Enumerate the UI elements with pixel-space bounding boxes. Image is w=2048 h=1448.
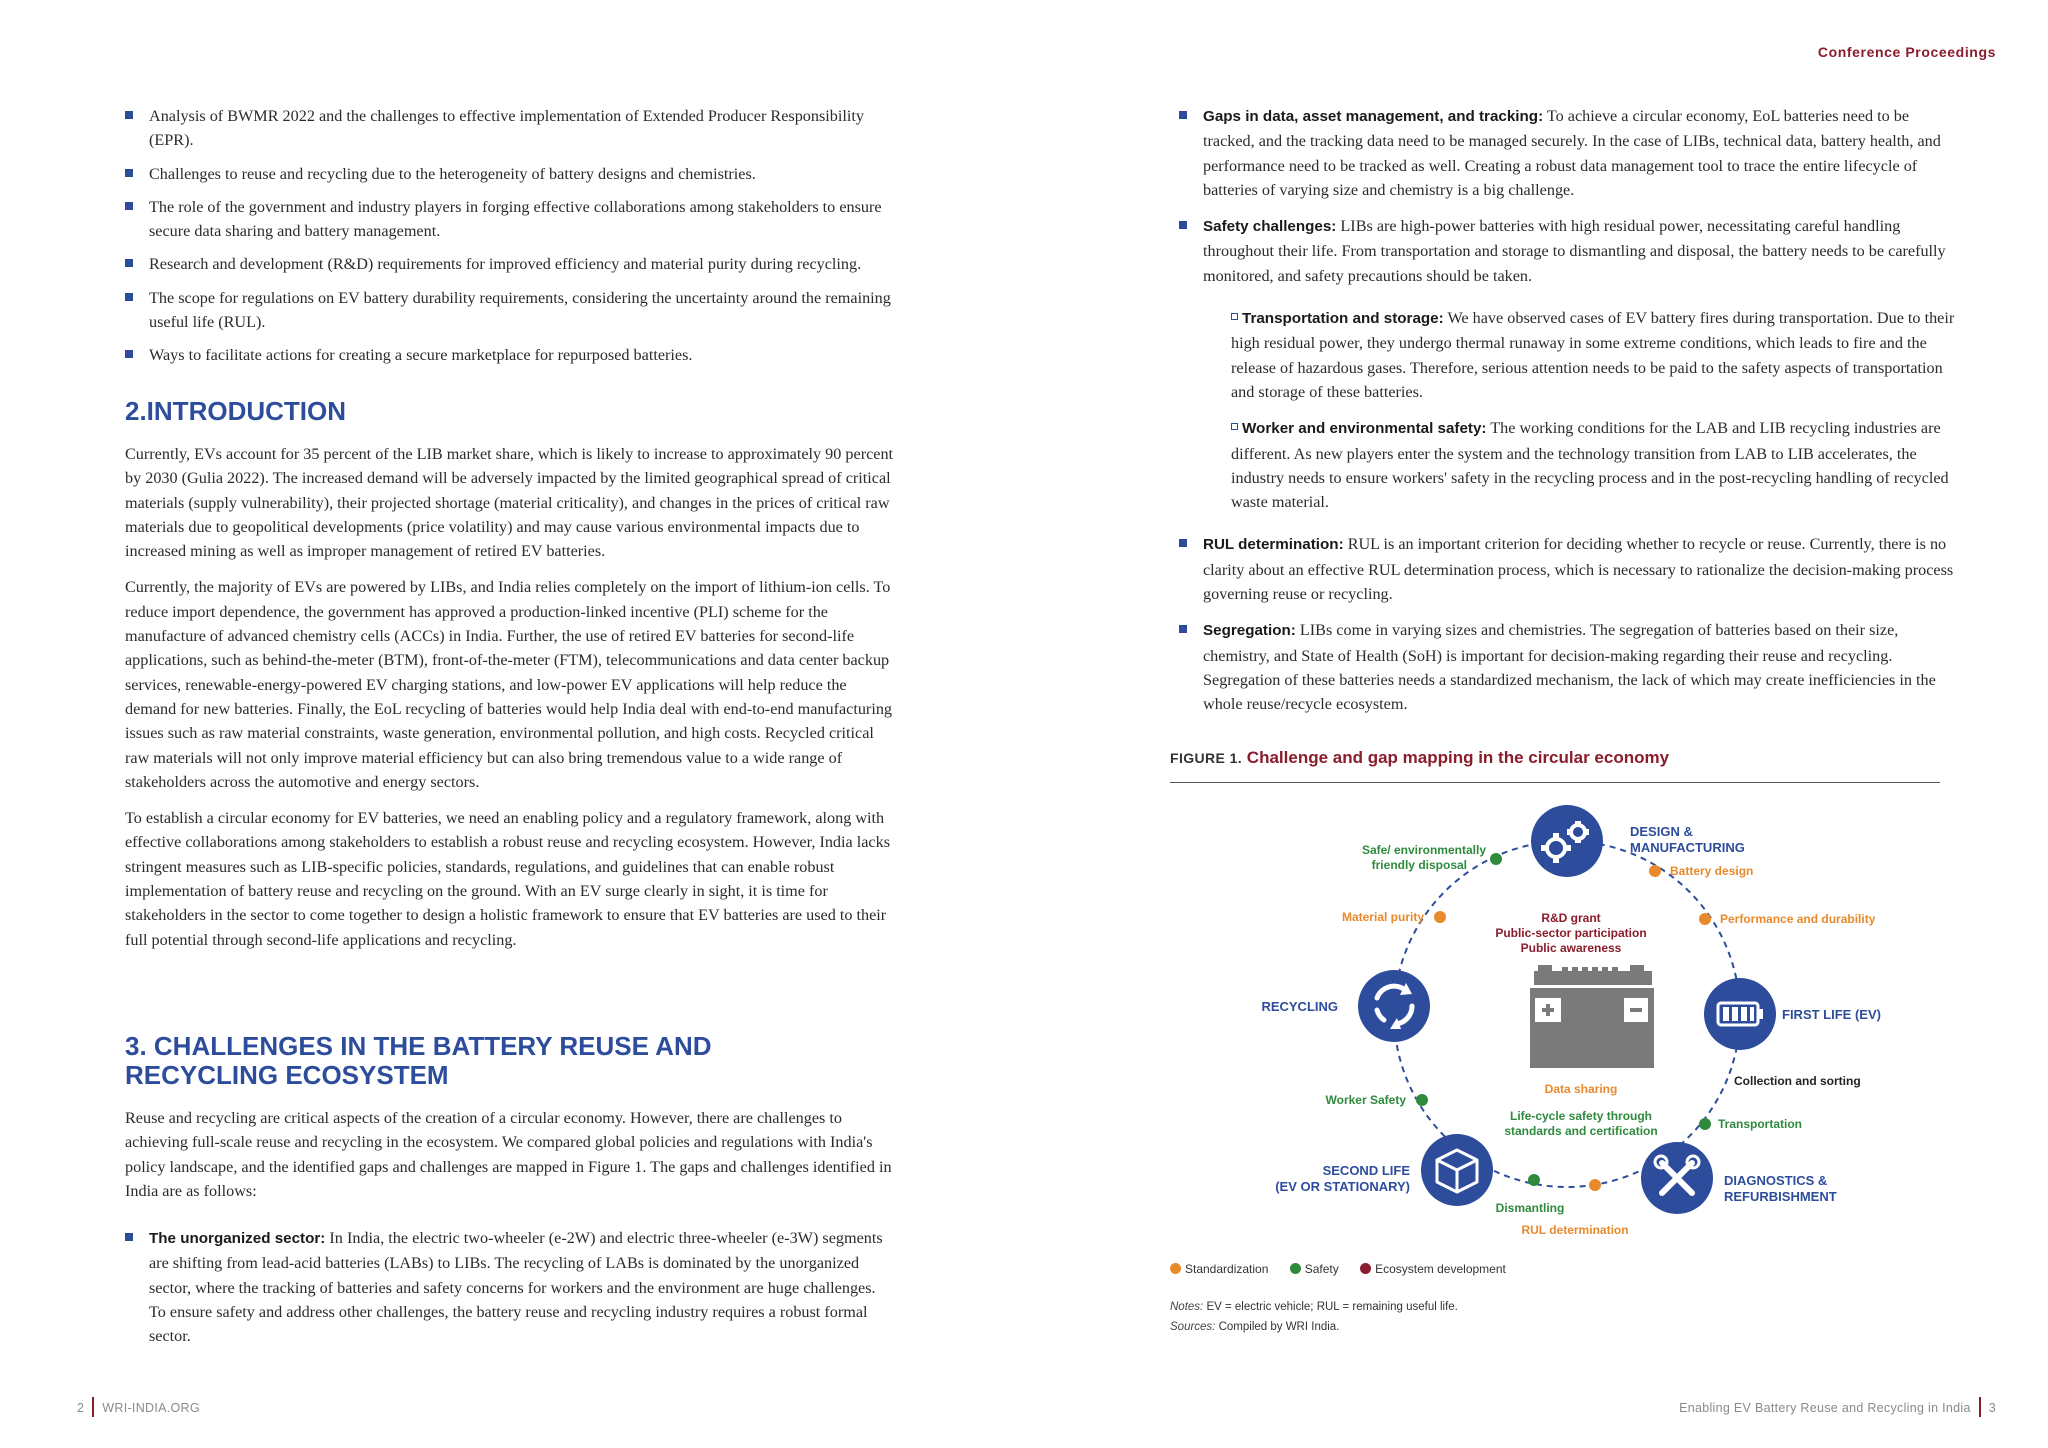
sources-line: Sources: Compiled by WRI India. <box>1170 1321 1340 1333</box>
figure-title: FIGURE 1. Challenge and gap mapping in the circular economy <box>1170 748 1670 767</box>
sub-list-item: Transportation and storage: We have observed cases of EV battery fires during transportation. Due to their high residual power, they undergo thermal runaway in some extreme conditions, which leads to fire and the release of hazardous gases. Therefore, serious attention needs to be paid to the safety aspects of transportation and storage of these batteries. <box>1231 309 1955 401</box>
point-battery-design <box>1649 865 1661 877</box>
list-item: Gaps in data, asset management, and tracking: To achieve a circular economy, EoL batteries need to be tracked, and the tracking data need to be managed securely. In the case of LIBs, technical data, battery health, and performance need to be tracked as well. Creating a robust data management tool to trace the entire lifecycle of batteries of varying size and chemistry is a big challenge. <box>1179 104 1959 202</box>
design-label-1: DESIGN & <box>1630 824 1693 839</box>
svg-text:standards and certification: standards and certification <box>1504 1124 1658 1138</box>
first-life-node <box>1704 978 1776 1050</box>
legend-ecosystem: Ecosystem development <box>1360 1262 1506 1276</box>
figure-legend <box>1170 1262 1506 1276</box>
point-safe-disposal <box>1490 853 1502 865</box>
paragraph: Reuse and recycling are critical aspects of the creation of a circular economy. However, there are challenges to achieving full-scale reuse and recycling in the ecosystem. We compared global policies and regulations with India's policy landscape, and the identified gaps and challenges are mapped in Figure 1. The gaps and challenges identified in India are as follows: <box>125 1109 892 1200</box>
right-page <box>1024 0 2048 1448</box>
svg-text:Public awareness: Public awareness <box>1520 941 1622 955</box>
design-label-2: MANUFACTURING <box>1630 840 1745 855</box>
point-worker-safety <box>1416 1094 1428 1106</box>
paragraph: Currently, EVs account for 35 percent of the LIB market share, which is likely to increase to approximately 90 percent by 2030 (Gulia 2022). The increased demand will be adversely impacted by the limited geographical spread of critical materials (supply vulnerability), their projected shortage (material criticality), and changes in the prices of critical raw materials due to geopolitical developments (price volatility) and may cause various environmental impacts due to increased mining as well as improper management of retired EV batteries. <box>125 445 894 561</box>
legend-safety: Safety <box>1290 1262 1339 1276</box>
list-item: RUL determination: RUL is an important criterion for deciding whether to recycle or reuse. Currently, there is no clarity about an effective RUL determination process, which is necessary to rationalize the decision-making process governing reuse or recycling. <box>1179 532 1959 606</box>
svg-text:Life-cycle safety through: Life-cycle safety through <box>1509 1109 1653 1123</box>
footer-left: 2 WRI-INDIA.ORG <box>77 1397 200 1417</box>
list-item: Research and development (R&D) requirements for improved efficiency and material purity during recycling. <box>125 252 895 276</box>
introduction-heading: 2.INTRODUCTION <box>125 396 346 426</box>
list-item: Segregation: LIBs come in varying sizes and chemistries. The segregation of batteries based on their size, chemistry, and State of Health (SoH) is important for decision-making regarding their reuse and recycling. Segregation of these batteries needs a standardized mechanism, the lack of which may create inefficiencies in the whole reuse/recycle ecosystem. <box>1179 618 1959 716</box>
list-item: Analysis of BWMR 2022 and the challenges to effective implementation of Extended Producer Responsibility (EPR). <box>125 104 895 153</box>
list-item: Ways to facilitate actions for creating a secure marketplace for repurposed batteries. <box>125 343 895 367</box>
footer-right: Enabling EV Battery Reuse and Recycling in India 3 <box>1679 1397 1996 1417</box>
legend-standardization: Standardization <box>1170 1262 1268 1276</box>
running-header: Conference Proceedings <box>1817 44 1996 60</box>
circular-economy-diagram <box>1200 800 1900 1240</box>
scope-bullets <box>125 104 895 377</box>
second-life-label-2: (EV OR STATIONARY) <box>1275 1179 1410 1194</box>
paragraph: To establish a circular economy for EV batteries, we need an enabling policy and a regulatory framework, along with effective collaborations among stakeholders to establish a robust reuse and recycling ecosystem. However, India lacks stringent measures such as LIB-specific policies, standards, regulations, and guidelines that can enable robust implementation of battery reuse and recycling on the ground. With an EV surge clearly in sight, it is time for stakeholders in the sector to come together to design a holistic framework to ensure that EV batteries are used to their full potential through second-life applications and recycling. <box>125 809 891 949</box>
point-performance <box>1699 913 1711 925</box>
sub-list-item: Worker and environmental safety: The working conditions for the LAB and LIB recycling industries are different. As new players enter the system and the technology transition from LAB to LIB accelerates, the industry needs to ensure workers' safety in the recycling process and in the post-recycling handling of recycled waste material. <box>1231 419 1949 512</box>
second-life-node <box>1421 1134 1493 1206</box>
svg-text:Data sharing: Data sharing <box>1544 1082 1618 1096</box>
list-item: Safety challenges: LIBs are high-power batteries with high residual power, necessitating careful handling throughout their life. From transportation and storage to dismantling and disposal, the battery needs to be carefully monitored, and safety precautions should be taken. Transportation and storage: We have observed cases of EV battery fires during transportation. Due to their high residual power, they undergo thermal runaway in some extreme conditions, which leads to fire and the release of hazardous gases. Therefore, serious attention needs to be paid to the safety aspects of transportation and storage of these batteries. Worker and environmental safety: The working conditions for the LAB and LIB recycling industries are different. As new players enter the system and the technology transition from LAB to LIB accelerates, the industry needs to ensure workers' safety in the recycling process and in the post-recycling handling of recycled waste material. <box>1179 214 1959 514</box>
list-item: The scope for regulations on EV battery durability requirements, considering the uncertainty around the remaining useful life (RUL). <box>125 286 895 335</box>
challenges-heading: 3. CHALLENGES IN THE BATTERY REUSE AND RECYCLING ECOSYSTEM <box>125 1031 712 1090</box>
point-material-purity <box>1434 911 1446 923</box>
diagnostics-label-2: REFURBISHMENT <box>1724 1189 1837 1204</box>
second-life-label-1: SECOND LIFE <box>1322 1163 1410 1178</box>
unorganized-sector-bullet <box>125 1226 895 1358</box>
point-dismantling <box>1528 1174 1540 1186</box>
list-item: Challenges to reuse and recycling due to the heterogeneity of battery designs and chemistries. <box>125 162 895 186</box>
car-battery-icon <box>1530 965 1654 1068</box>
figure-rule <box>1170 782 1940 783</box>
diagnostics-node <box>1641 1142 1713 1214</box>
figure-notes <box>1170 1297 1930 1337</box>
design-manufacturing-node <box>1531 805 1603 877</box>
svg-text:RUL determination: RUL determination <box>1521 1223 1629 1237</box>
svg-text:Performance and durability: Performance and durability <box>1720 912 1876 926</box>
diagnostics-label-1: DIAGNOSTICS & <box>1724 1173 1828 1188</box>
recycling-node <box>1358 970 1430 1042</box>
paragraph: Currently, the majority of EVs are powered by LIBs, and India relies completely on the import of lithium-ion cells. To reduce import dependence, the government has approved a production-linked incentive (PLI) scheme for the manufacture of advanced chemistry cells (ACCs) in India. Further, the use of retired EV batteries for second-life applications, such as behind-the-meter (BTM), front-of-the-meter (FTM), telecommunications and data center backup services, renewable-energy-powered EV charging stations, and low-power EV applications will help reduce the demand for new batteries. Finally, the EoL recycling of batteries would help India deal with end-to-end manufacturing issues such as raw material constraints, waste generation, environmental pollution, and high costs. Recycled critical raw materials will not only improve material efficiency but can also bring tremendous value to a wide range of stakeholders across the automotive and energy sectors. <box>125 578 893 791</box>
svg-text:Material purity: Material purity <box>1341 910 1424 924</box>
introduction-body <box>125 442 897 964</box>
point-rul <box>1589 1179 1601 1191</box>
first-life-label: FIRST LIFE (EV) <box>1782 1007 1881 1022</box>
list-item: The unorganized sector: In India, the electric two-wheeler (e-2W) and electric three-wheeler (e-3W) segments are shifting from lead-acid batteries (LABs) to LIBs. The recycling of LABs is dominated by the unorganized sector, where the tracking of batteries and safety concerns for workers and the environment are huge challenges. To ensure safety and address other challenges, the battery reuse and recycling industry requires a robust formal sector. <box>125 1226 895 1348</box>
notes-line: Notes: EV = electric vehicle; RUL = remaining useful life. <box>1170 1301 1458 1313</box>
point-transportation <box>1699 1118 1711 1130</box>
recycling-label: RECYCLING <box>1261 999 1338 1014</box>
svg-text:Battery design: Battery design <box>1670 864 1754 878</box>
svg-text:R&D grant: R&D grant <box>1541 911 1601 925</box>
svg-text:Public-sector participation: Public-sector participation <box>1495 926 1647 940</box>
svg-text:Dismantling: Dismantling <box>1495 1201 1565 1215</box>
svg-text:Safe/ environmentally: Safe/ environmentally <box>1361 843 1486 857</box>
challenges-body <box>125 1106 895 1215</box>
svg-text:Collection and sorting: Collection and sorting <box>1734 1074 1861 1088</box>
list-item: The role of the government and industry players in forging effective collaborations among stakeholders to ensure secure data sharing and battery management. <box>125 195 895 244</box>
svg-text:Transportation: Transportation <box>1718 1117 1803 1131</box>
svg-text:friendly disposal: friendly disposal <box>1371 858 1467 872</box>
challenges-bullets <box>1179 104 1959 727</box>
svg-text:Worker Safety: Worker Safety <box>1325 1093 1406 1107</box>
